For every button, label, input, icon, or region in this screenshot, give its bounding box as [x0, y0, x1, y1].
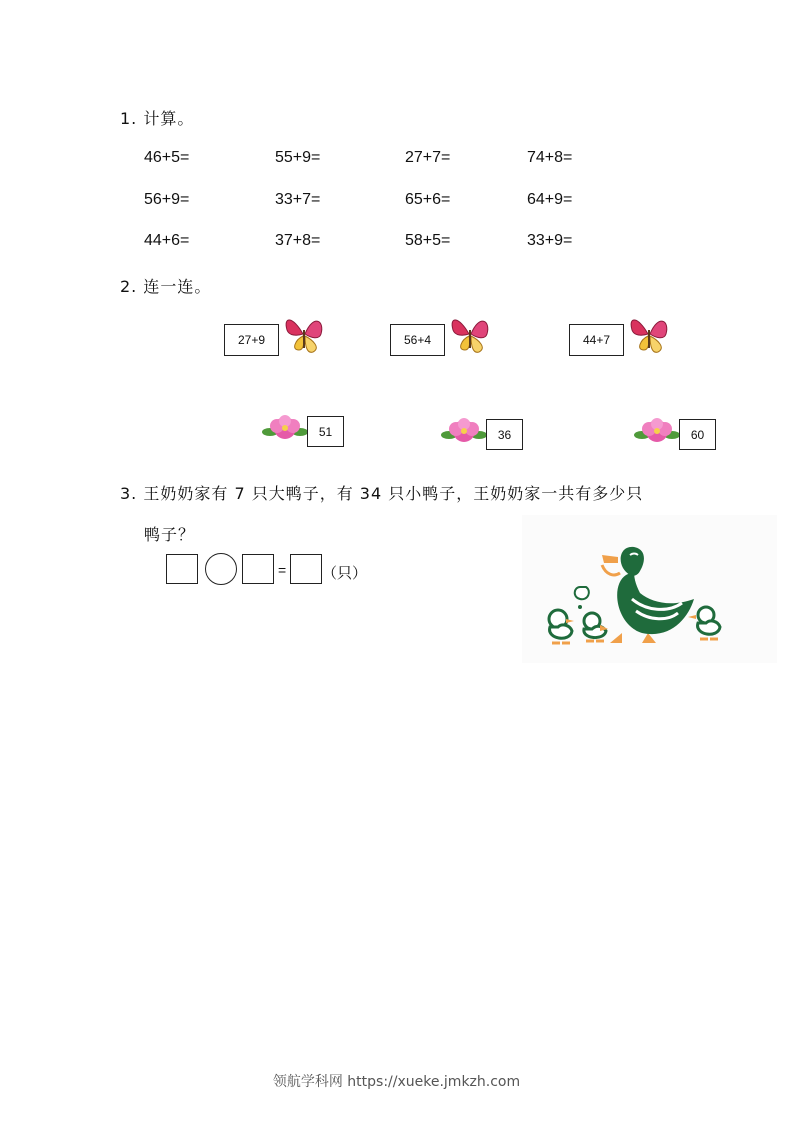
q1-expr: 27+7= — [405, 149, 451, 166]
q1-title: 1. 计算。 — [120, 109, 195, 128]
q2-title: 2. 连一连。 — [120, 277, 212, 296]
flower-number-box[interactable]: 51 — [307, 416, 344, 447]
answer-box-2[interactable] — [242, 554, 274, 584]
flower-icon — [634, 413, 680, 447]
q1-expr: 33+9= — [527, 232, 573, 249]
duck-family-illustration — [522, 515, 777, 663]
flower-icon — [262, 410, 308, 444]
answer-box-result[interactable] — [290, 554, 322, 584]
q1-expr: 33+7= — [275, 191, 321, 208]
flower-number-box[interactable]: 36 — [486, 419, 523, 450]
q1-expr: 55+9= — [275, 149, 321, 166]
q1-expr: 46+5= — [144, 149, 190, 166]
unit-label: （只） — [322, 564, 368, 582]
flower-number-box[interactable]: 60 — [679, 419, 716, 450]
butterfly-icon — [447, 308, 493, 358]
butterfly-icon — [281, 308, 327, 358]
equals-sign: = — [278, 562, 287, 578]
butterfly-expr-box[interactable]: 56+4 — [390, 324, 445, 356]
q1-expr: 56+9= — [144, 191, 190, 208]
q1-expr: 37+8= — [275, 232, 321, 249]
q1-expr: 74+8= — [527, 149, 573, 166]
q3-title-line2: 鸭子？ — [144, 525, 196, 544]
q1-expr: 64+9= — [527, 191, 573, 208]
q3-title-line1: 3. 王奶奶家有 7 只大鸭子，有 34 只小鸭子，王奶奶家一共有多少只 — [120, 484, 644, 503]
q1-expr: 58+5= — [405, 232, 451, 249]
butterfly-expr-box[interactable]: 27+9 — [224, 324, 279, 356]
q1-expr: 44+6= — [144, 232, 190, 249]
butterfly-expr-box[interactable]: 44+7 — [569, 324, 624, 356]
butterfly-icon — [626, 308, 672, 358]
answer-box-1[interactable] — [166, 554, 198, 584]
flower-icon — [441, 413, 487, 447]
q1-expr: 65+6= — [405, 191, 451, 208]
footer-watermark: 领航学科网 https://xueke.jmkzh.com — [272, 1074, 521, 1090]
operator-circle[interactable] — [205, 553, 237, 585]
